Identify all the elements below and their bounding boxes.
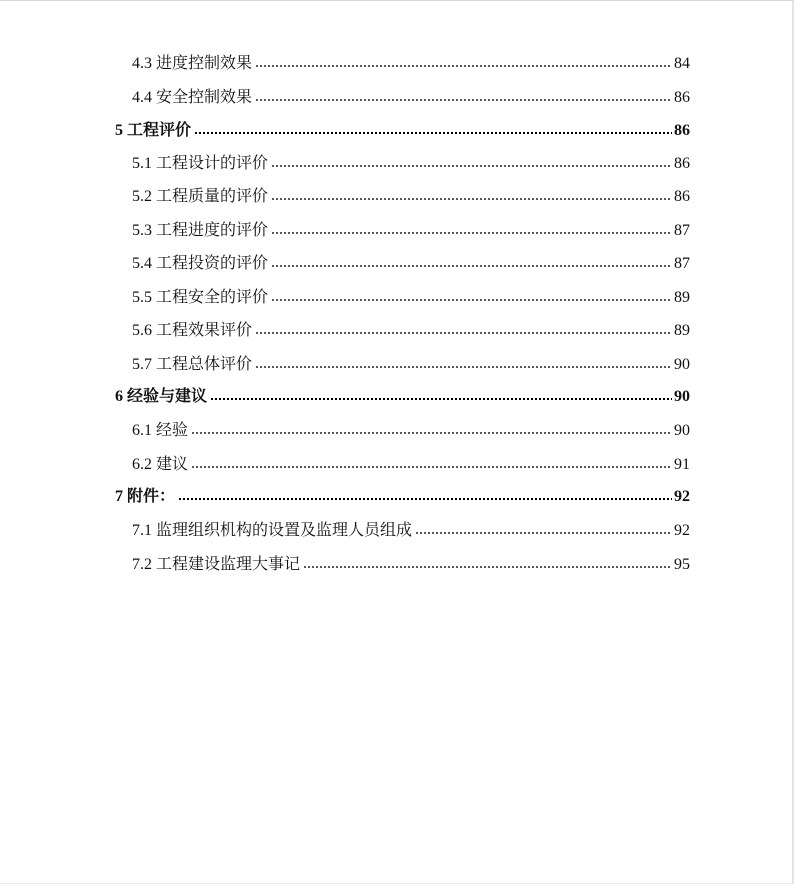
toc-dot-leader <box>178 498 672 500</box>
toc-chapter-entry[interactable] <box>115 482 690 506</box>
toc-entry[interactable] <box>132 283 690 307</box>
toc-entry[interactable] <box>132 216 690 240</box>
toc-entry-label: 7.1 监理组织机构的设置及监理人员组成 <box>132 522 413 539</box>
toc-page-number: 90 <box>674 356 690 373</box>
toc-entry-label: 5.7 工程总体评价 <box>132 356 253 373</box>
toc-page-number: 95 <box>674 556 690 573</box>
toc-dot-leader <box>255 366 672 368</box>
toc-entry-label: 5.1 工程设计的评价 <box>132 155 269 172</box>
toc-page-number: 89 <box>674 289 690 306</box>
toc-page-number: 90 <box>674 388 690 405</box>
toc-entry[interactable] <box>132 182 690 206</box>
toc-dot-leader <box>194 132 672 134</box>
toc-entry[interactable] <box>132 249 690 273</box>
toc-entry-label: 4.3 进度控制效果 <box>132 55 253 72</box>
toc-dot-leader <box>255 332 672 334</box>
toc-chapter-entry[interactable] <box>115 116 690 140</box>
toc-entry-label: 5.6 工程效果评价 <box>132 322 253 339</box>
toc-page-number: 86 <box>674 155 690 172</box>
toc-dot-leader <box>303 566 672 568</box>
toc-entry[interactable] <box>132 49 690 73</box>
toc-dot-leader <box>191 432 672 434</box>
toc-dot-leader <box>271 198 672 200</box>
toc-entry[interactable] <box>132 316 690 340</box>
toc-page-number: 86 <box>674 188 690 205</box>
toc-entry-label: 7.2 工程建设监理大事记 <box>132 556 301 573</box>
toc-dot-leader <box>271 265 672 267</box>
toc-page-number: 89 <box>674 322 690 339</box>
toc-entry-label: 4.4 安全控制效果 <box>132 89 253 106</box>
toc-page-number: 87 <box>674 255 690 272</box>
toc-chapter-entry[interactable] <box>115 382 690 406</box>
toc-dot-leader <box>415 532 672 534</box>
toc-dot-leader <box>271 232 672 234</box>
toc-page-number: 84 <box>674 55 690 72</box>
toc-entry-label: 5.2 工程质量的评价 <box>132 188 269 205</box>
toc-dot-leader <box>210 398 672 400</box>
toc-entry[interactable] <box>132 416 690 440</box>
toc-dot-leader <box>255 99 672 101</box>
toc-dot-leader <box>271 165 672 167</box>
toc-entry-label: 6.1 经验 <box>132 422 189 439</box>
toc-entry[interactable] <box>132 516 690 540</box>
toc-entry-label: 5.4 工程投资的评价 <box>132 255 269 272</box>
toc-page-number: 90 <box>674 422 690 439</box>
toc-page-number: 86 <box>674 122 690 139</box>
toc-page-number: 92 <box>674 488 690 505</box>
toc-entry-label: 5.3 工程进度的评价 <box>132 222 269 239</box>
toc-dot-leader <box>191 466 672 468</box>
toc-entry-label: 5 工程评价 <box>115 122 192 139</box>
toc-page-number: 87 <box>674 222 690 239</box>
toc-entry-label: 6.2 建议 <box>132 456 189 473</box>
toc-entry-label: 6 经验与建议 <box>115 388 208 405</box>
toc-page-number: 92 <box>674 522 690 539</box>
toc-entry[interactable] <box>132 550 690 574</box>
toc-entry-label: 5.5 工程安全的评价 <box>132 289 269 306</box>
toc-dot-leader <box>271 299 672 301</box>
toc-entry[interactable] <box>132 83 690 107</box>
toc-entry-label: 7 附件： <box>115 488 176 505</box>
toc-page-number: 86 <box>674 89 690 106</box>
toc-entry[interactable] <box>132 450 690 474</box>
toc-dot-leader <box>255 65 672 67</box>
toc-entry[interactable] <box>132 149 690 173</box>
toc-entry[interactable] <box>132 350 690 374</box>
toc-page-number: 91 <box>674 456 690 473</box>
